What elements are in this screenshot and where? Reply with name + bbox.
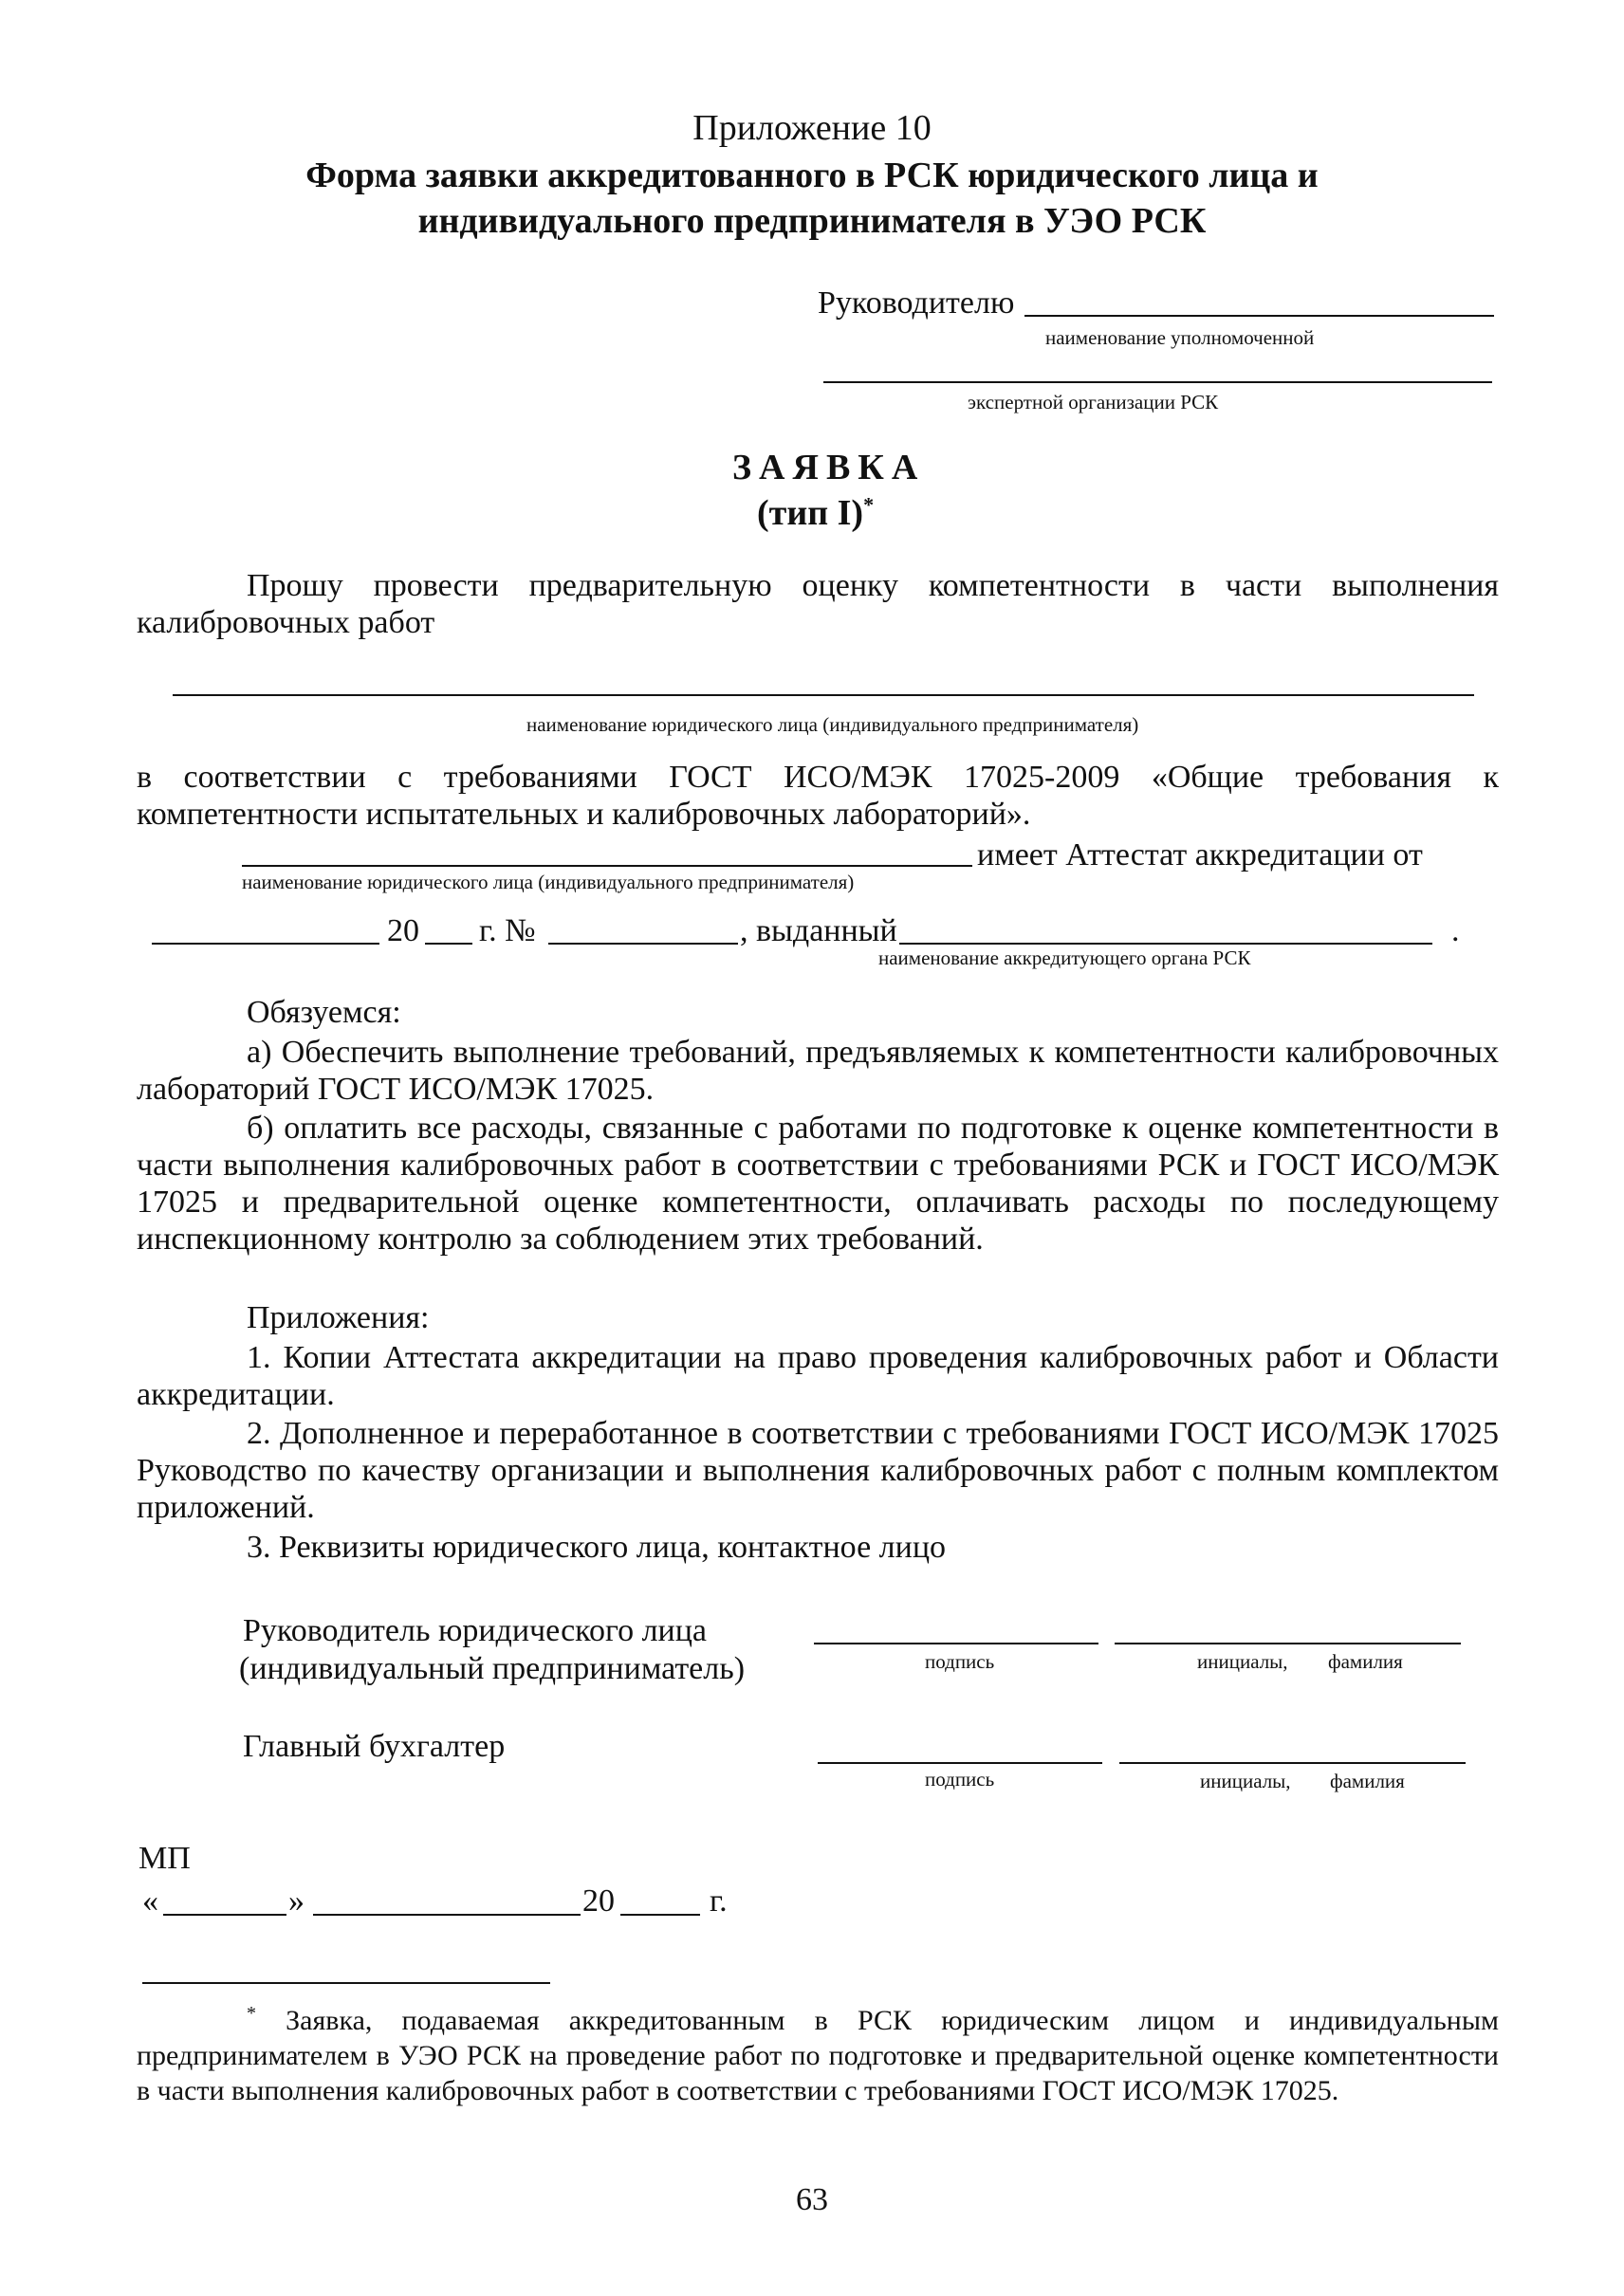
head-signature-label1: Руководитель юридического лица — [243, 1613, 708, 1648]
head-initials-caption: инициалы, — [1197, 1650, 1288, 1673]
obligations-heading: Обязуемся: — [247, 995, 401, 1030]
footnote-text: Заявка, подаваемая аккредитованным в РСК юридическим лицом и индивидуальным предпринимателем в УЭО РСК на проведение работ по подготовке и предварительной оценке компетентности в части выполнения калибровочных работ в соответствии с требованиями ГОСТ ИСО/МЭК 17025. — [137, 2005, 1500, 2106]
head-signature-line — [814, 1643, 1098, 1644]
request-text: Прошу провести предварительную оценку компетентности в части выполнения калибровочных работ — [137, 568, 1499, 640]
stamp-label: МП — [138, 1841, 191, 1876]
accountant-label: Главный бухгалтер — [243, 1729, 506, 1764]
head-initials-line — [1115, 1643, 1461, 1644]
addressee-caption1: наименование уполномоченной — [1045, 326, 1315, 349]
year-fill-line2 — [620, 1914, 700, 1916]
addressee-label: Руководителю — [818, 285, 1015, 321]
attachment-2: 2. Дополненное и переработанное в соответствии с требованиями ГОСТ ИСО/МЭК 17025 Руководство по качеству организации и выполнения калибровочных работ с полным комплектом приложений. — [137, 1416, 1499, 1525]
doc-footnote-mark: * — [863, 492, 875, 517]
addressee-fill-line2 — [823, 381, 1492, 383]
legal-entity-fill-line2 — [242, 865, 972, 867]
page-title-line2: индивидуального предпринимателя в УЭО РСК — [417, 201, 1207, 241]
obligation-a: а) Обеспечить выполнение требований, предъявляемых к компетентности калибровочных лабораторий ГОСТ ИСО/МЭК 17025. — [137, 1035, 1499, 1107]
accountant-initials-line — [1119, 1762, 1466, 1764]
doc-type-label: (тип I) — [757, 493, 864, 533]
legal-entity-caption2: наименование юридического лица (индивидуального предпринимателя) — [242, 871, 855, 893]
number-fill-line — [548, 943, 738, 945]
accountant-signature-caption: подпись — [925, 1768, 995, 1791]
footnote-mark: * — [247, 2003, 256, 2024]
head-signature-label2: (индивидуальный предприниматель) — [239, 1651, 746, 1686]
appendix-label: Приложение 10 — [692, 108, 932, 148]
accountant-initials-caption: инициалы, — [1200, 1770, 1291, 1792]
number-label: г. № — [479, 913, 536, 948]
date-year-prefix: 20 — [582, 1883, 615, 1919]
attachment-1: 1. Копии Аттестата аккредитации на право проведения калибровочных работ и Области аккредитации. — [137, 1340, 1499, 1412]
accrediting-body-caption: наименование аккредитующего органа РСК — [878, 946, 1251, 969]
certificate-text: имеет Аттестат аккредитации от — [977, 837, 1423, 872]
footnote — [137, 2003, 1499, 2108]
head-signature-caption: подпись — [925, 1650, 995, 1673]
page-number: 63 — [796, 2182, 828, 2217]
compliance-text: в соответствии с требованиями ГОСТ ИСО/МЭК 17025-2009 «Общие требования к компетентности испытательных и калибровочных лабораторий». — [137, 760, 1499, 832]
issued-label: , выданный — [740, 913, 897, 948]
day-fill-line — [163, 1914, 286, 1916]
head-surname-caption: фамилия — [1328, 1650, 1403, 1673]
date-open-quote: « — [142, 1883, 158, 1919]
addressee-fill-line — [1024, 315, 1494, 317]
legal-entity-caption: наименование юридического лица (индивидуального предпринимателя) — [526, 713, 1139, 736]
legal-entity-fill-line — [173, 694, 1474, 696]
period: . — [1451, 913, 1460, 948]
doc-title: ЗАЯВКА — [732, 448, 926, 487]
addressee-caption2: экспертной организации РСК — [968, 391, 1219, 413]
attachment-3: 3. Реквизиты юридического лица, контактное лицо — [247, 1530, 947, 1565]
month-fill-line — [313, 1914, 581, 1916]
date-close-quote: » — [288, 1883, 304, 1919]
date-year-suffix: г. — [710, 1883, 728, 1919]
accountant-surname-caption: фамилия — [1330, 1770, 1405, 1792]
footnote-separator — [142, 1982, 550, 1984]
year-fill-line — [425, 943, 472, 945]
year-prefix: 20 — [387, 913, 419, 948]
obligation-b: б) оплатить все расходы, связанные с работами по подготовке к оценке компетентности в части выполнения калибровочных работ в соответствии с требованиями РСК и ГОСТ ИСО/МЭК 17025 и предварительной оценке компетентности, оплачивать расходы по последующему инспекционному контролю за соблюдением этих требований. — [137, 1111, 1499, 1257]
page-title-line1: Форма заявки аккредитованного в РСК юридического лица и — [305, 156, 1319, 195]
accrediting-body-fill-line — [899, 943, 1432, 945]
doc-type — [757, 491, 874, 535]
attachments-heading: Приложения: — [247, 1300, 430, 1335]
accountant-signature-line — [818, 1762, 1102, 1764]
date-fill-line — [152, 943, 379, 945]
